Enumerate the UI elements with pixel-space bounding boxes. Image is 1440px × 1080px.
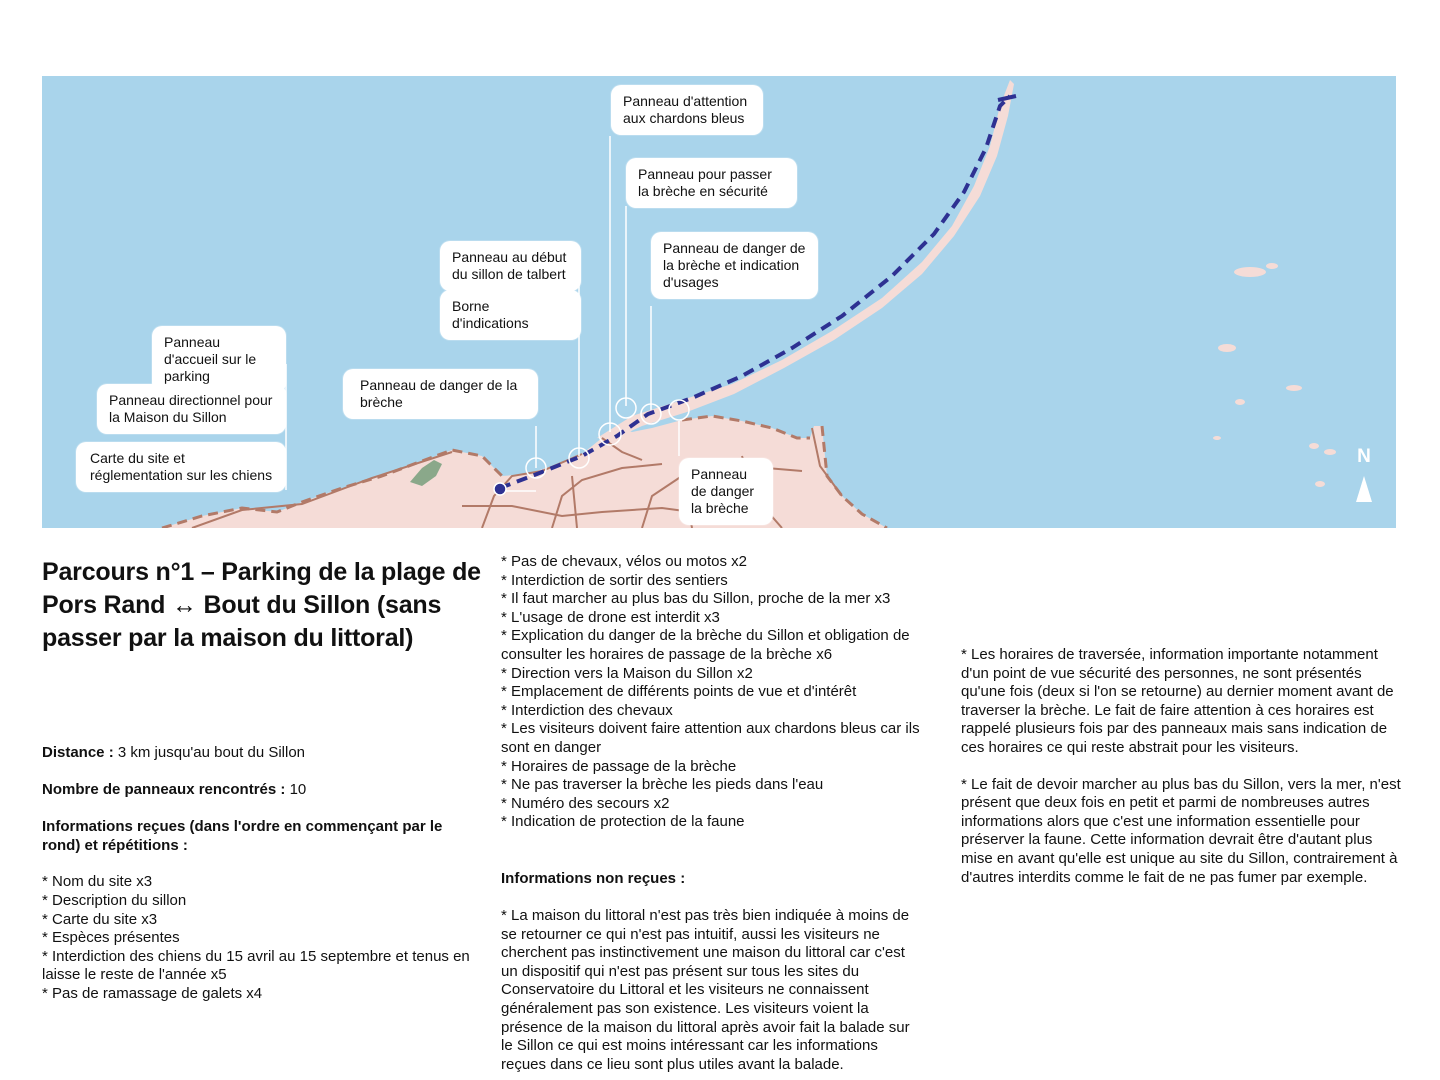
column-3 [961, 646, 1401, 887]
infos-recues-list-2 [501, 553, 939, 832]
column-1 [42, 744, 482, 1004]
distance-line [42, 744, 482, 763]
callout-borne: Borne d'indications [440, 290, 581, 340]
list-item: * L'usage de drone est interdit x3 [501, 609, 939, 628]
list-item: * Il faut marcher au plus bas du Sillon, proche de la mer x3 [501, 590, 939, 609]
callout-accueil: Panneau d'accueil sur le parking [152, 326, 286, 393]
start-point [494, 483, 506, 495]
list-item: * Interdiction de sortir des sentiers [501, 572, 939, 591]
list-item: * Pas de ramassage de galets x4 [42, 985, 482, 1004]
infos-non-recues-label: Informations non reçues : [501, 869, 686, 887]
panneaux-label: Nombre de panneaux rencontrés : [42, 780, 286, 798]
callout-danger-breche-2: Panneau de danger la brèche [679, 458, 773, 525]
callout-chardons: Panneau d'attention aux chardons bleus [611, 85, 763, 135]
list-item: * Carte du site x3 [42, 911, 482, 930]
column-2 [501, 553, 939, 889]
callout-passer-breche: Panneau pour passer la brèche en sécurité [626, 158, 797, 208]
list-item: * Indication de protection de la faune [501, 813, 939, 832]
non-recues-para-1 [501, 907, 919, 1074]
list-item: * Le fait de devoir marcher au plus bas du Sillon, vers la mer, n'est présent que deux fois en petit et parmi de nombreuses autres informations alors que c'est une information essentielle pour préserver la faune. Cette information devrait être d'autant plus mise en avant qu'elle est unique au site du Sillon, contrairement à d'autres interdits comme le fait de ne pas fumer par exemple. [961, 776, 1401, 888]
list-item: * Direction vers la Maison du Sillon x2 [501, 665, 939, 684]
distance-label: Distance : [42, 744, 114, 761]
list-item: * Les visiteurs doivent faire attention aux chardons bleus car ils sont en danger [501, 720, 939, 757]
list-item: * Interdiction des chiens du 15 avril au 15 septembre et tenus en laisse le reste de l'année x5 [42, 948, 482, 985]
callout-debut-sillon: Panneau au début du sillon de talbert [440, 241, 581, 291]
list-item: * Ne pas traverser la brèche les pieds dans l'eau [501, 776, 939, 795]
list-item: * Description du sillon [42, 892, 482, 911]
panneaux-line [42, 781, 482, 800]
list-item: * Horaires de passage de la brèche [501, 758, 939, 777]
infos-recues-list-1 [42, 873, 482, 1003]
north-label: N [1357, 446, 1371, 467]
list-item: * Les horaires de traversée, information importante notamment d'un point de vue sécurité des personnes, ne sont présentés qu'une fois (deux si l'on se retourne) au dernier moment avant de traverser la brèche. Le fait de faire attention à ces horaires est rappelé plusieurs fois par des panneaux mais sans indication de ces horaires ce qui reste abstrait pour les visiteurs. [961, 646, 1401, 758]
page-title: Parcours n°1 – Parking de la plage de Pors Rand ↔ Bout du Sillon (sans passer par la maison du littoral) [42, 558, 481, 652]
callout-danger-breche-1: Panneau de danger de la brèche [343, 369, 538, 419]
callout-directionnel: Panneau directionnel pour la Maison du Sillon [97, 384, 286, 434]
list-item: * Emplacement de différents points de vue et d'intérêt [501, 683, 939, 702]
callout-carte: Carte du site et réglementation sur les chiens [76, 442, 286, 492]
list-item: * Explication du danger de la brèche du Sillon et obligation de consulter les horaires de passage de la brèche x6 [501, 627, 939, 664]
list-item: * Nom du site x3 [42, 873, 482, 892]
list-item: * Pas de chevaux, vélos ou motos x2 [501, 553, 939, 572]
distance-value: 3 km jusqu'au bout du Sillon [117, 744, 306, 761]
list-item: * Numéro des secours x2 [501, 795, 939, 814]
list-item: * La maison du littoral n'est pas très bien indiquée à moins de se retourner ce qui n'est pas intuitif, aussi les visiteurs ne cherchent pas instinctivement une maison du littoral car c'est un dispositif qui n'est pas présent sur tous les sites du Conservatoire du Littoral et les visiteurs ne connaissent généralement pas son existence. Les visiteurs voient la présence de la maison du littoral après avoir fait la balade sur le Sillon ce qui est moins intéressant car les informations reçues dans ce lieu sont plus utiles avant la balade. [501, 907, 919, 1074]
callout-danger-usages: Panneau de danger de la brèche et indication d'usages [651, 232, 818, 299]
infos-recues-label: Informations reçues (dans l'ordre en commençant par le rond) et répétitions : [42, 818, 443, 854]
list-item: * Interdiction des chevaux [501, 702, 939, 721]
list-item: * Espèces présentes [42, 929, 482, 948]
panneaux-value: 10 [289, 780, 307, 798]
